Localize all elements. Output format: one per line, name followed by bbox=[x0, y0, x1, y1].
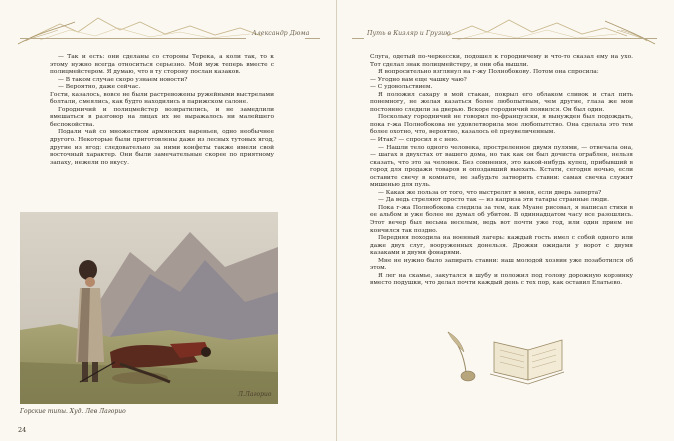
paragraph: Городничий и полицмейстер возвратились, и не замедлили вмешаться в разговор на лицах их не выражалось ни малейшего беспокойства. bbox=[50, 106, 274, 128]
paragraph: Гости, казалось, вовсе не были растревожены ружейными выстрелами болтали, смеялись, как будто находились в парижском салоне. bbox=[50, 91, 274, 106]
quill-and-book-ornament bbox=[440, 328, 566, 386]
paragraph: Подали чай со множеством армянских вареньев, одно необычнее другого. Некоторые были приготовлены даже из лесных тутовых ягод, другие из ягод: следовательно за ними конфеты также имели свой восточный характер. Они были замечательные скорее по приятному запаху, нежели по вкусу. bbox=[50, 129, 274, 166]
mountain-header-ornament bbox=[0, 8, 336, 50]
header-rule-end bbox=[305, 38, 320, 39]
paragraph: Я вопросительно взглянул на г-жу Полнобокову. Потом она спросила: bbox=[378, 69, 599, 76]
paragraph: Я положил сахару в мой стакан, покрыл его облаком сливок и стал пить понемногу, не желая казаться более любопытным, чем другие, глаза же мои постоянно следили за дверью. Вскоре городничий появился. Он был один. bbox=[370, 91, 633, 113]
painting-signature: Л.Лагорио bbox=[238, 391, 272, 398]
right-page bbox=[337, 0, 674, 441]
painting-illustration bbox=[20, 212, 278, 404]
paragraph: Передняя походила на военный лагерь: каждый гость имел с собой одного или даже двух слуг, вооруженных донельзя. Дрожки ожидали у ворот с двумя казаками и двумя фонарями. bbox=[370, 235, 633, 257]
left-body-text bbox=[50, 54, 274, 167]
paragraph: — Какая же польза от того, что выстрелят в меня, если дверь заперта? bbox=[378, 189, 602, 196]
paragraph: Мне не нужно было запирать ставни: наш молодой хозяин уже позаботился об этом. bbox=[370, 257, 633, 272]
mountain-header-ornament bbox=[337, 8, 674, 50]
paragraph: — Так и есть: они сделаны со стороны Терека, а коли так, то к этому нужно всегда относиться серьезно. Мой муж теперь вместе с полицмейстером. Я думаю, что в ту сторону послан казаков. bbox=[50, 54, 274, 76]
paragraph: — Итак? — спросил я с нею. bbox=[370, 137, 459, 144]
paragraph: Поскольку городничий не говорил по-французски, я вынужден был подождать, пока г-жа Полнобокова не удовлетворила мое любопытство. Она сделала это тем более охотно, что, вероятно, казалось её преувеличенным. bbox=[370, 114, 633, 136]
figure-caption: Горские типы. Худ. Лев Лагорио bbox=[20, 408, 126, 415]
page-number: 24 bbox=[18, 426, 27, 434]
paragraph: — В таком случае скоро узнаем новости? bbox=[58, 76, 188, 83]
paragraph: Пока г-жа Полнобокова следила за тем, как Муане рисовал, я написал стихи в ее альбом и уже более не думал об убитом. В одиннадцатом часу все разошлись. Этот вечер был весьма веселым, ведь вот почти уже год, или один прием не кончился так поздно. bbox=[370, 204, 633, 234]
paragraph: — Да ведь стреляют просто так — из каприза эти татары странные люди. bbox=[378, 197, 609, 204]
running-head-author: Александр Дюма bbox=[252, 30, 310, 37]
paragraph: — С удовольствием. bbox=[370, 84, 433, 91]
paragraph: Слуга, одетый по-черкесски, подошел к городничему и что-то сказал ему на ухо. Тот сделал знак полицмейстеру, и они оба вышли. bbox=[370, 54, 633, 68]
running-head-chapter: Путь в Кизляр и Грузию bbox=[367, 30, 451, 37]
header-rule bbox=[452, 38, 657, 39]
header-rule bbox=[20, 38, 246, 39]
paragraph: — Вероятно, даже сейчас. bbox=[58, 84, 141, 91]
paragraph: — Нашли тело одного человека, простреленное двумя пулями, — отвечала она, — шагах в двухстах от вашего дома, но так как он был дочиста ограблен, нельзя сказать, что это за человек. Без сомнения, это какой-нибудь купец, прибывший в город для продажи товаров и опоздавший выехать. Кстати, сегодня ночью, если оставите свечу в комнате, не забудьте затворить ставни: самая свечка служит мишенью для пуль. bbox=[370, 144, 633, 189]
right-body-text bbox=[370, 54, 633, 288]
header-rule-start bbox=[352, 38, 364, 39]
papakha-hat bbox=[79, 260, 97, 280]
paragraph: — Угодно вам еще чашку чаю? bbox=[370, 76, 467, 83]
paragraph: Я лег на скамье, закутался в шубу и положил под голову дорожную корзинку вместо подушки, что делал почти каждый день с тех пор, как оставил Елатьево. bbox=[370, 272, 633, 287]
